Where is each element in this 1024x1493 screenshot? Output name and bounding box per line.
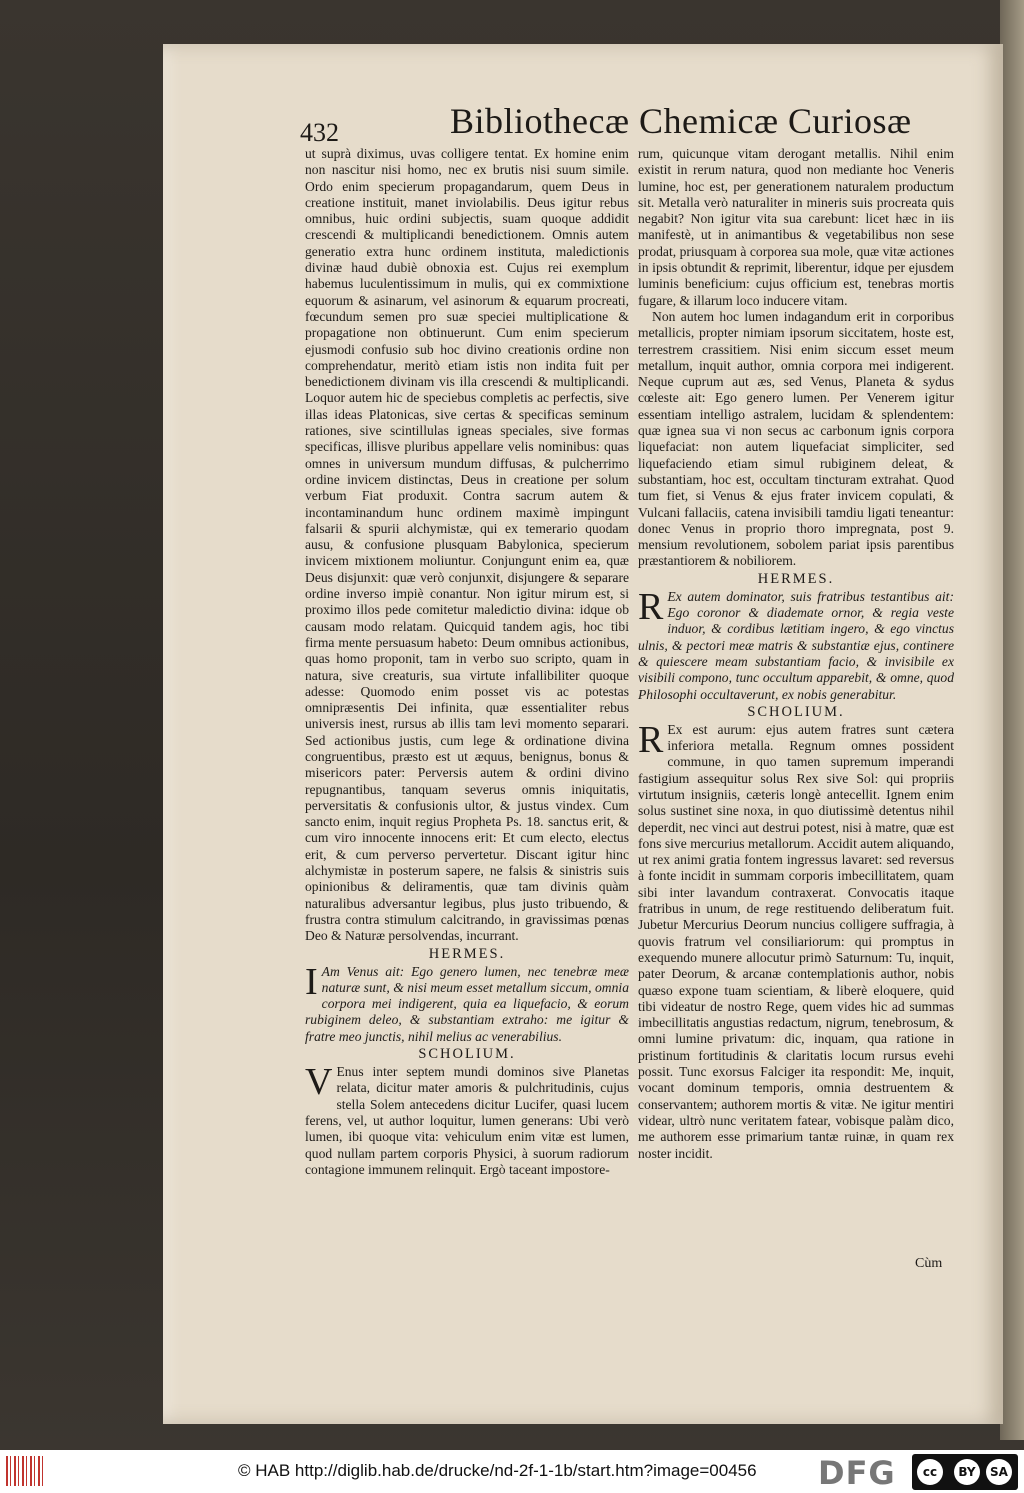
viewer-footer (0, 1450, 1024, 1493)
section-heading-hermes: HERMES. (757, 570, 835, 587)
hermes-quote-text: Ex autem dominator, suis fratribus testantibus ait: Ego coronor & diademate ornor, & regia veste induor, & cordibus lætitiam ingero, & ego vinctus ulnis, & pectori meæ matris & substantiæ ejus, continere & quiescere meam substantiam facio, & invisibile ex visibili compono, tunc occultum apparebit, & omne, quod Philosophi occultaverunt, ex nobis generabitur. (638, 588, 954, 702)
scholium-text: Enus inter septem mundi dominos sive Planetas relata, dicitur mater amoris & pulchritudinis, cujus stella Solem antecedens dicitur Lucifer, quasi lucem ferens, vel, ut author loquitur, lumen generans: Ubi verò lumen, ibi quoque vita: vehiculum enim vitæ est lumen, quod nullam partem corporis Physici, à suorum radiorum contagione immunem relinquit. Ergò taceant impostore- (305, 1064, 629, 1177)
page-number: 432 (300, 118, 339, 147)
barcode-icon (6, 1456, 44, 1486)
scholium-paragraph (638, 718, 954, 1162)
facing-page-edge (1000, 0, 1024, 1440)
running-title: Bibliothecæ Chemicæ Curiosæ (450, 101, 912, 141)
cc-icon: cc (917, 1459, 943, 1485)
drop-cap: R (638, 718, 664, 761)
cc-license-badge[interactable] (912, 1454, 1018, 1490)
left-column (305, 146, 629, 1178)
scholium-paragraph (305, 1061, 629, 1178)
drop-cap: R (638, 585, 664, 628)
scholium-text: Ex est aurum: ejus autem fratres sunt cætera inferiora metalla. Regnum omnes possident commune, in quo tamen supremum imperandi fastigium assequitur solus Rex sive Sol: qui propriis virtutum insigniis, cæteris longè antecellit. Ignem enim solus sustinet sine noxa, in quo diutissimè detentus nihil deperdit, nec vinci aut destrui potest, nisi à matre, quæ est fons sive mercurius metallorum. Accidit autem aliquando, ut rex animi gratia fontem ingressus lavaret: sed reversus à fonte incidit in summam corporis imbecillitatem, quam sibi inter lavandum contraxerat. Convocatis itaque fratribus in unum, de rege restituendo deliberatum fuit. Jubetur Mercurius Deorum nuncius colligere suffragia, à quovis fratrum vel consiliariorum: qui promptus in exequendo munere allocutur primò Saturnum: Tu, inquit, pater Deorum, & arcanæ contemplationis author, nobis quæso expone tuam scientiam, & liberè eloquere, quid tibi videatur de nostro Rege, quem vides hic ad summas imbecillitatis angustias redactum, nigrum, tenebrosum, & omni lumine privatum: dic, inquam, qua ratione in pristinum fortitudinis & claritatis locum rursus evehi possit. Tunc exorsus Falciger ita respondit: Me, inquit, vocant dominum temporis, omnia destruentem & conservantem; authorem mortis & vitæ. Ne igitur mentiri videar, ultrò nunc veritatem fatear, vobisque palàm dico, me authorem esse primarium tantæ ruinæ, in quam rex noster incidit. (638, 721, 954, 1161)
hermes-quote (305, 960, 629, 1045)
attribution-icon: BY (954, 1459, 980, 1485)
catchword: Cùm (915, 1256, 943, 1271)
paragraph: Non autem hoc lumen indagandum erit in corporibus metallicis, propter nimiam ipsorum siccitatem, hoste est, terrestrem crassitiem. Nisi enim siccum esset meum metallum, inquit author, omnia corpora mei indigerent. Neque cuprum aut æs, sed Venus, Planeta & sydus cœleste ait: Ego genero lumen. Per Venerem igitur essentiam intelligo astralem, lucidam & splendentem: quæ ignea sua vi non secus ac carbonum ignis corpora liquefaciat: non autem liquefaciat simpliciter, sed liquefaciendo etiam simul rubiginem deleat, & substantiam, hoc est, occultam tincturam extrahat. Quod tum fiet, si Venus & ejus frater invicem copulati, & Vulcani fallaciis, catena invisibili tamdiu ligati teneantur: donec Venus in proprio thoro impregnata, post 9. mensium revolutionem, sobolem pariat ipsis parentibus præstantiorem & nobiliorem. (638, 308, 954, 569)
right-column (638, 146, 954, 1162)
drop-cap: V (305, 1061, 333, 1104)
share-alike-icon: SA (986, 1459, 1012, 1485)
paragraph: ut suprà diximus, uvas colligere tentat. Ex homine enim non nascitur nisi homo, nec ex brutis nisi suum simile. Ordo enim specierum propagandarum, quem Deus in creatione instituit, manet inviolabilis. Deus igitur rebus omnibus, huic ordini subjectis, suam quoque addidit crescendi & multiplicandi benedictionem. Omnis autem generatio extra hunc ordinem instituta, maledictionis divinæ haud dubiè obnoxia est. Cujus rei exemplum habemus luculentissimum in mulis, qui ex commixtione equorum & asinarum, vel asinorum & equarum procreati, fœcundum semen pro suæ speciei multiplicatione & propagatione non obtinuerunt. Cum enim specierum ejusmodi confusio sub hoc divino creationis ordine non comprehendatur, meritò etiam istis non indita fuit per benedictionem divinam vis illa crescendi & multiplicandi. Loquor autem hic de speciebus completis ac perfectis, sive illas ideas Platonicas, sive certas & specificas seminum rationes, sive scintillulas igneas speciales, sive formas specificas, illisve pluribus appellare velis nominibus: quas omnes in universum mundum diffusas, & pulcherrimo ordine invicem distinctas, Deus in creatione per solum verbum Fiat produxit. Contra sacrum autem & incontaminandum hunc ordinem maximè impingunt falsarii & spurii alchymistæ, qui ex temerario quodam ausu, & confusione plusquam Babylonica, specierum invicem mixtionem moliuntur. Conjungunt enim ea, quæ Deus disjunxit: quæ verò conjunxit, disjungere & separare ordine inverso impiè conantur. Non igitur mirum est, si proximo illos pede comitetur maledictio divina: idque ob causam modo relatam. Quicquid tandem agis, hoc tibi firma mente persuasum habeto: Deum omnibus actionibus, quas homo proponit, tam in verbo suo scripto, quam in natura, sive creaturis, sua virtute infallibiliter quoque adesse: Quomodo enim posset vis ac potestas omnipræsentis Dei infinita, quæ essentialiter rebus universis inest, rursus ab illis tam levi momento separari. Sed actionibus justis, cum lege & ordinatione divina congruentibus, præsto est ut æquus, benignus, bonus & misericors pater: Perversis autem & ordini divino repugnantibus, tanquam severus omnis iniquitatis, perversitatis & confusionis ultor, & justus vindex. Cum sancto enim, inquit regius Propheta Ps. 18. sanctus erit, & cum viro innocente innocens erit: Et cum electo, electus erit, & cum perverso pervertetur. Discant igitur hinc alchymistæ in posterum sapere, ne falsis & sinistris suis opinionibus & deliramentis, quæ tam divinis quàm naturalibus adversantur legibus, plus justo tribuendo, & frustra contra stimulum calcitrando, in gravissimas pœnas Deo & Naturæ persolvendas, incurrant. (305, 146, 629, 944)
dfg-logo: DFG (818, 1454, 896, 1492)
section-heading-hermes: HERMES. (428, 945, 506, 962)
section-heading-scholium: SCHOLIUM. (747, 703, 845, 720)
copyright-link[interactable]: © HAB http://diglib.hab.de/drucke/nd-2f-1-1b/start.htm?image=00456 (238, 1461, 757, 1480)
hermes-quote (638, 585, 954, 703)
page-header (300, 100, 980, 148)
section-heading-scholium: SCHOLIUM. (418, 1046, 516, 1063)
hermes-quote-text: Am Venus ait: Ego genero lumen, nec tenebræ meæ naturæ sunt, & nisi meum esset metallum siccum, omnia corpora mei indigerent, quia ea liquefacio, & eorum rubiginem deleo, & substantiam extraho: me igitur & fratre meo junctis, nihil melius ac venerabilius. (305, 963, 629, 1044)
paragraph: rum, quicunque vitam derogant metallis. Nihil enim existit in rerum natura, quod non mediante hoc Veneris lumine, hoc est, per generationem naturalem productum sit. Metalla verò naturaliter in mineris suis procreata quis negabit? Non igitur vita sua carebunt: licet hæc in iis manifestè, ut in animantibus & vegetabilibus non sese prodat, priusquam à corporea sua mole, quæ vitæ actiones in ipsis obtundit & reprimit, liberentur, idque per ejusdem luminis beneficium: cujus officium est, tenebras mortis fugare, & illarum loco inducere vitam. (638, 146, 954, 308)
drop-cap: I (305, 960, 318, 1003)
